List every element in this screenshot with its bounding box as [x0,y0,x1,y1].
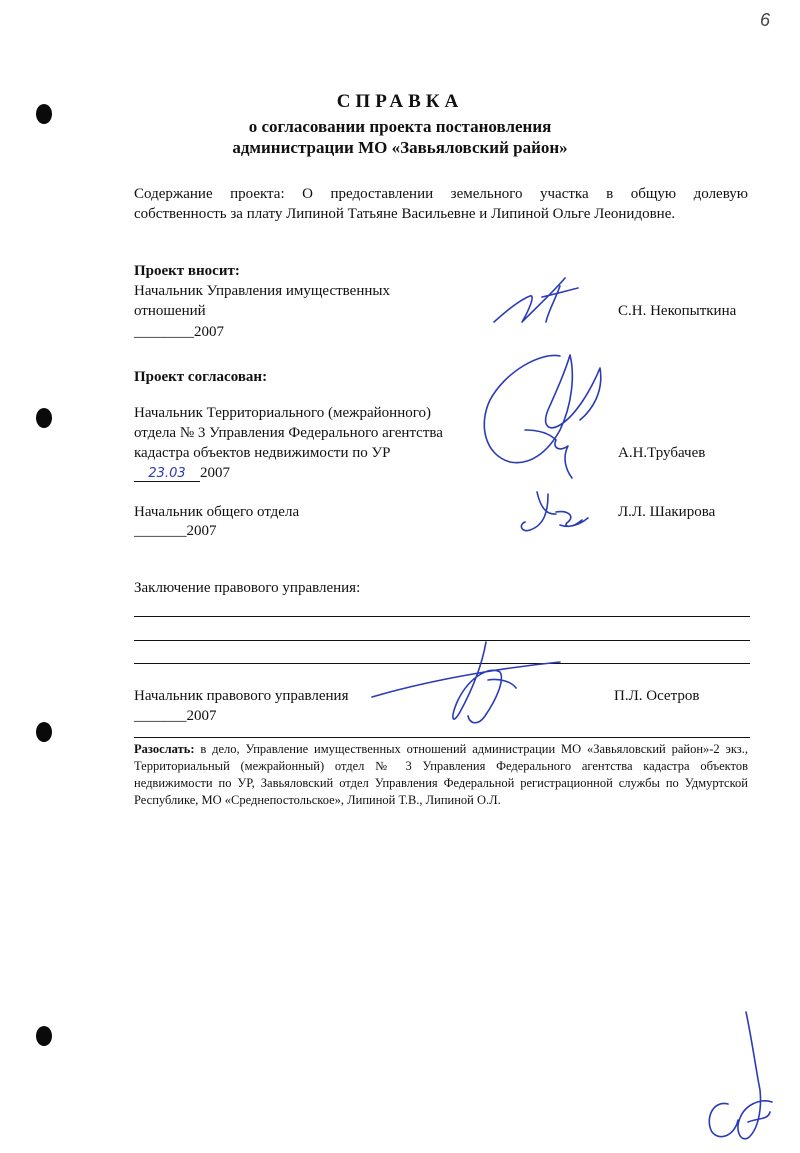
signature-margin [709,1012,772,1139]
distribution-label: Разослать: [134,742,195,756]
content-line1: Содержание проекта: О предоставлении земельного участка в общую долевую [134,186,748,202]
legal-date: _______2007 [134,708,217,724]
approver1-date-year: 2007 [200,465,230,481]
signature-shakirova [521,492,588,531]
document-title: СПРАВКА [336,91,464,112]
page-number: 6 [759,10,770,30]
signature-nekopytkina [494,278,578,322]
submitter-position-line1: Начальник Управления имущественных [134,283,390,299]
document-subtitle-line2: администрации МО «Завьяловский район» [232,138,568,157]
approver2-name: Л.Л. Шакирова [618,504,716,520]
legal-name: П.Л. Осетров [614,688,700,704]
submitter-position-line2: отношений [134,303,206,319]
content-line2: собственность за плату Липиной Татьяне Васильевне и Липиной Ольге Леонидовне. [134,206,676,222]
approver1-line2: отдела № 3 Управления Федерального агентства [134,425,443,441]
approver1-line3: кадастра объектов недвижимости по УР [134,445,391,461]
submitter-date: ________2007 [134,324,224,340]
signature-osetrov [372,642,560,723]
legal-conclusion-label: Заключение правового управления: [134,580,361,596]
approver1-name: А.Н.Трубачев [618,445,706,461]
approver2-date: _______2007 [134,523,217,539]
legal-position: Начальник правового управления [134,688,349,704]
handwritten-date: 23.03 [134,467,200,482]
approved-heading: Проект согласован: [134,369,268,385]
distribution-text: в дело, Управление имущественных отношений администрации МО «Завьяловский район»-2 экз., Территориальный (межрайонный) отдел № 3 Управления Федерального агентства кадастра объектов недвижимости по УР, Завьяловский отдел Управления Федеральной регистрационной службы по Удмуртской Республике, МО «Среднепостольское», Липиной Т.В., Липиной О.Л. [134,742,748,807]
approver1-line1: Начальник Территориального (межрайонного) [134,405,431,421]
approver2-position: Начальник общего отдела [134,504,300,520]
signature-trubachev [484,355,601,478]
document-subtitle-line1: о согласовании проекта постановления [248,117,552,136]
submitter-heading: Проект вносит: [134,263,240,279]
submitter-name: С.Н. Некопыткина [618,303,737,319]
